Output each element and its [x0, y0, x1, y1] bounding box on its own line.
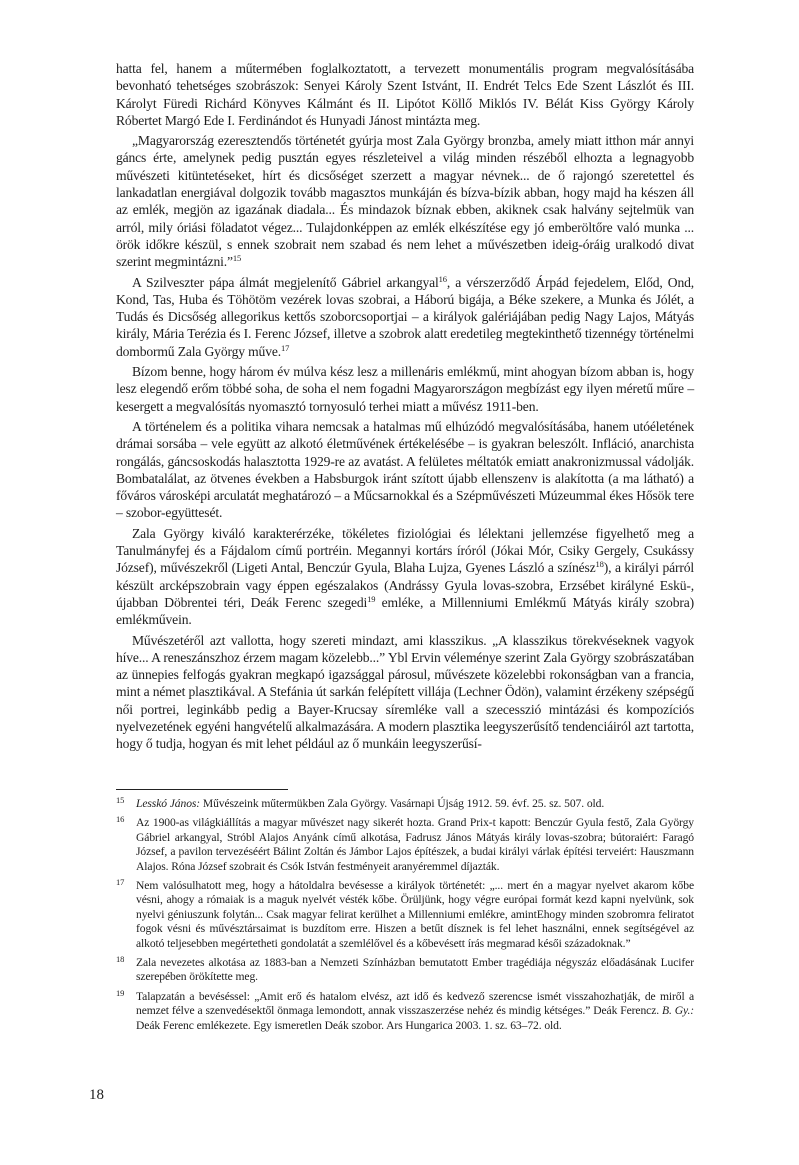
paragraph-3: A Szilveszter pápa álmát megjelenítő Gábriel arkangyal$^{16}$, a vérszerződő Árpád fejedelem, Előd, Ond, Kond, Tas, Huba és Töhötöm vezérek lovas szobrai, a Háború bigája, a Béke szekere, a Munka és Jólét, a Tudás és Dicsőség allegorikus kettős szoborcsoportjai – a királyok galériájában pedig Nagy Lajos, Mátyás király, Mária Terézia és I. Ferenc József, illetve a szobrok alatt eredetileg megtekinthető tizennégy történelmi dombormű Zala György műve.$^{17}$	[116, 273, 694, 359]
paragraph-6: Zala György kiváló karakterérzéke, tökéletes fiziológiai és lélektani jellemzése figyelhető meg a Tanulmányfej és a Fájdalom című portréin. Megannyi kortárs íróról (Jókai Mór, Csiky Gergely, Csukássy József), művészekről (Ligeti Antal, Benczúr Gyula, Blaha Lujza, Gyenes László a színész$^{18}$), a királyi párról készült arcképszobrain vagy éppen egészalakos (Andrássy Gyula lovas-szobra, Erzsébet királyné Eskü-, újabban Döbrentei téri, Deák Ferenc szegedi$^{19}$ emléke, a Millenniumi Emlékmű Mátyás király szobra) emlékművein.	[116, 525, 695, 628]
footnote-16: 16 Az 1900-as világkiállítás a magyar művészet nagy sikerét hozta. Grand Prix-t kapott: Benczúr Gyula festő, Zala György Gábriel arkangyal, Stróbl Alajos Anyánk című alkotása, Fadrusz János Mátyás király lovas-szobra; bútoraiért: Faragó József, a pavilon tervezéséért Bálint Zoltán és Jámbor Lajos építészek, a budai királyi várlak építési terveiért: Hauszmann Alajos. Róna József szobrait és Csók István festményeit aranyéremmel díjazták.	[116, 814, 694, 873]
paragraph-1: hatta fel, hanem a műtermében foglalkoztatott, a tervezett monumentális program megvalósításába bevonható tehetséges szobrászok: Senyei Károly Szent Istvánt, II. Endrét Telcs Ede Szent Lászlót és III. Károlyt Füredi Richárd Könyves Kálmánt és II. Lipótot Köllő Miklós IV. Bélát Kiss György Károly Róbertet Margó Ede I. Ferdinándot és Hunyadi Jánost mintázta meg.	[116, 61, 694, 128]
paragraph-5: A történelem és a politika vihara nemcsak a hatalmas mű elhúzódó megvalósításába, hanem utóéletének drámai sorsába – vele együtt az alkotó életművének értékelésébe – is gyakran beleszólt. Infláció, anarchista rongálás, gáncsoskodás halasztotta 1929-re az avatást. A felületes méltatók emiatt anakronizmussal vádolják. Bombatalálat, az ötvenes években a Habsburgok iránt szított újabb ellenszenv is alakította (a ma látható) a főváros városképi arculatát meghatározó – a Műcsarnokkal és a Szépművészeti Múzeummal ékes Hősök tere – szobor-együttesét.	[116, 418, 694, 521]
footnote-author: B. Gy.:	[662, 1004, 694, 1018]
main-text	[116, 60, 694, 753]
page-number: 18	[89, 1087, 104, 1103]
footnote-19: 19 Talapzatán a bevéséssel: „Amit erő és hatalom elvész, azt idő és kedvező szerencse ismét visszahozhatják, de miről a nemzet félve a szenvedésektől önmaga lemondott, annak visszaszerzése nehéz és mindig kétséges.” Deák Ferencz. B. Gy.: Deák Ferenc emlékezete. Egy ismeretlen Deák szobor. Ars Hungarica 2003. 1. sz. 63–72. old.	[116, 987, 694, 1032]
footnote-author: Lesskó János:	[136, 797, 201, 810]
paragraph-2: „Magyarország ezeresztendős történetét gyúrja most Zala György bronzba, amely miatt itthon már annyi gáncs érte, amelynek pedig pusztán egyes részleteivel a világ minden részéből elhozta a legnagyobb művészeti kitüntetéseket, hírt és dicsőséget szerzett a magyar névnek... de ő rajongó szeretettel és lankadatlan energiával dolgozik tovább magasztos munkáján és bízva-bízik abban, hogy majd ha készen áll az emlék, megjön az igazának diadala... És mindazok bíznak ebben, akiknek csak halvány sejtelmük van arról, mily óriási föladatot végez... Tulajdonképpen az emlék elkészítése egy jó emberöltőre való munka ... örök időkre készül, s ennek szobrait nem szabad és nem lehet a művészetben ideig-óráig uralkodó divat szerint megmintázni.”$^{15}$	[116, 133, 694, 270]
footnote-ref-16[interactable]: 16	[438, 273, 447, 284]
footnote-divider	[116, 789, 288, 790]
footnotes	[116, 797, 694, 1038]
footnote-ref-15[interactable]: 15	[232, 253, 242, 264]
paragraph-4: Bízom benne, hogy három év múlva kész lesz a millenáris emlékmű, mint ahogyan bízom abban is, hogy lesz elegendő erőm többé soha, de soha el nem fogadni Magyarországon megbízást egy ilyen méretű műre – kesergett a megvalósítás nyomasztó tornyosuló terhei miatt a művész 1911-ben.	[116, 364, 694, 414]
footnote-ref-19[interactable]: 19	[367, 593, 376, 604]
footnote-ref-17[interactable]: 17	[281, 342, 290, 353]
footnote-15: 15 Lesskó János: Művészeink műtermükben Zala György. Vasárnapi Újság 1912. 59. évf. 25. sz. 507. old.	[116, 795, 605, 810]
footnote-ref-18[interactable]: 18	[595, 559, 604, 570]
paragraph-7: Művészetéről azt vallotta, hogy szereti mindazt, ami klasszikus. „A klasszikus törekvéseknek vagyok híve... A reneszánszhoz érzem magam közelebb...” Ybl Ervin véleménye szerint Zala György szobrászatában az ünnepies felfogás gyakran megkapó igazsággal párosul, művészete közelebbi rokonságban van a francia, mint a német plasztikával. A Stefánia út sarkán felépített villája (Lechner Ödön), valamint érzékeny szépségű női portrei, leginkább pedig a Bayer-Krucsay síremléke vall a szecesszió mintázási és kompozíciós nyelvezetének egyéni hangvételű alkalmazására. A modern plasztika leegyszerűsítő tendenciáiról azt tartotta, hogy ő tudja, hogyan és mit lehet például az ő munkáin leegyszerűsí-	[116, 632, 694, 752]
footnote-17: 17 Nem valósulhatott meg, hogy a hátoldalra bevésesse a királyok történetét: „... mert én a magyar nyelvet akarom kőbe vésni, ahogy a rómaiak is a maguk nyelvét vésték kőbe. Örüljünk, hogy végre európai formát kezd kapni nyelvünk, sok nyelvi géniuszunk folytán... Csak magyar felirat kerülhet a Millenniumi emlékre, amintEhogy minden szobromra feliratot fogok vésni és művésztársaimat is buzdítom erre. Hiszen a betűt dísznek is fel lehet használni, ennek segítségével az alkotó teljesebben megértetheti gondolatát a szemlélővel és a kőbevésett írás megmarad késői századoknak.”	[116, 877, 694, 950]
footnote-18: 18 Zala nevezetes alkotása az 1883-ban a Nemzeti Színházban bemutatott Ember tragédiája négyszáz előadásának Lucifer szerepében örökítette meg.	[116, 954, 694, 984]
